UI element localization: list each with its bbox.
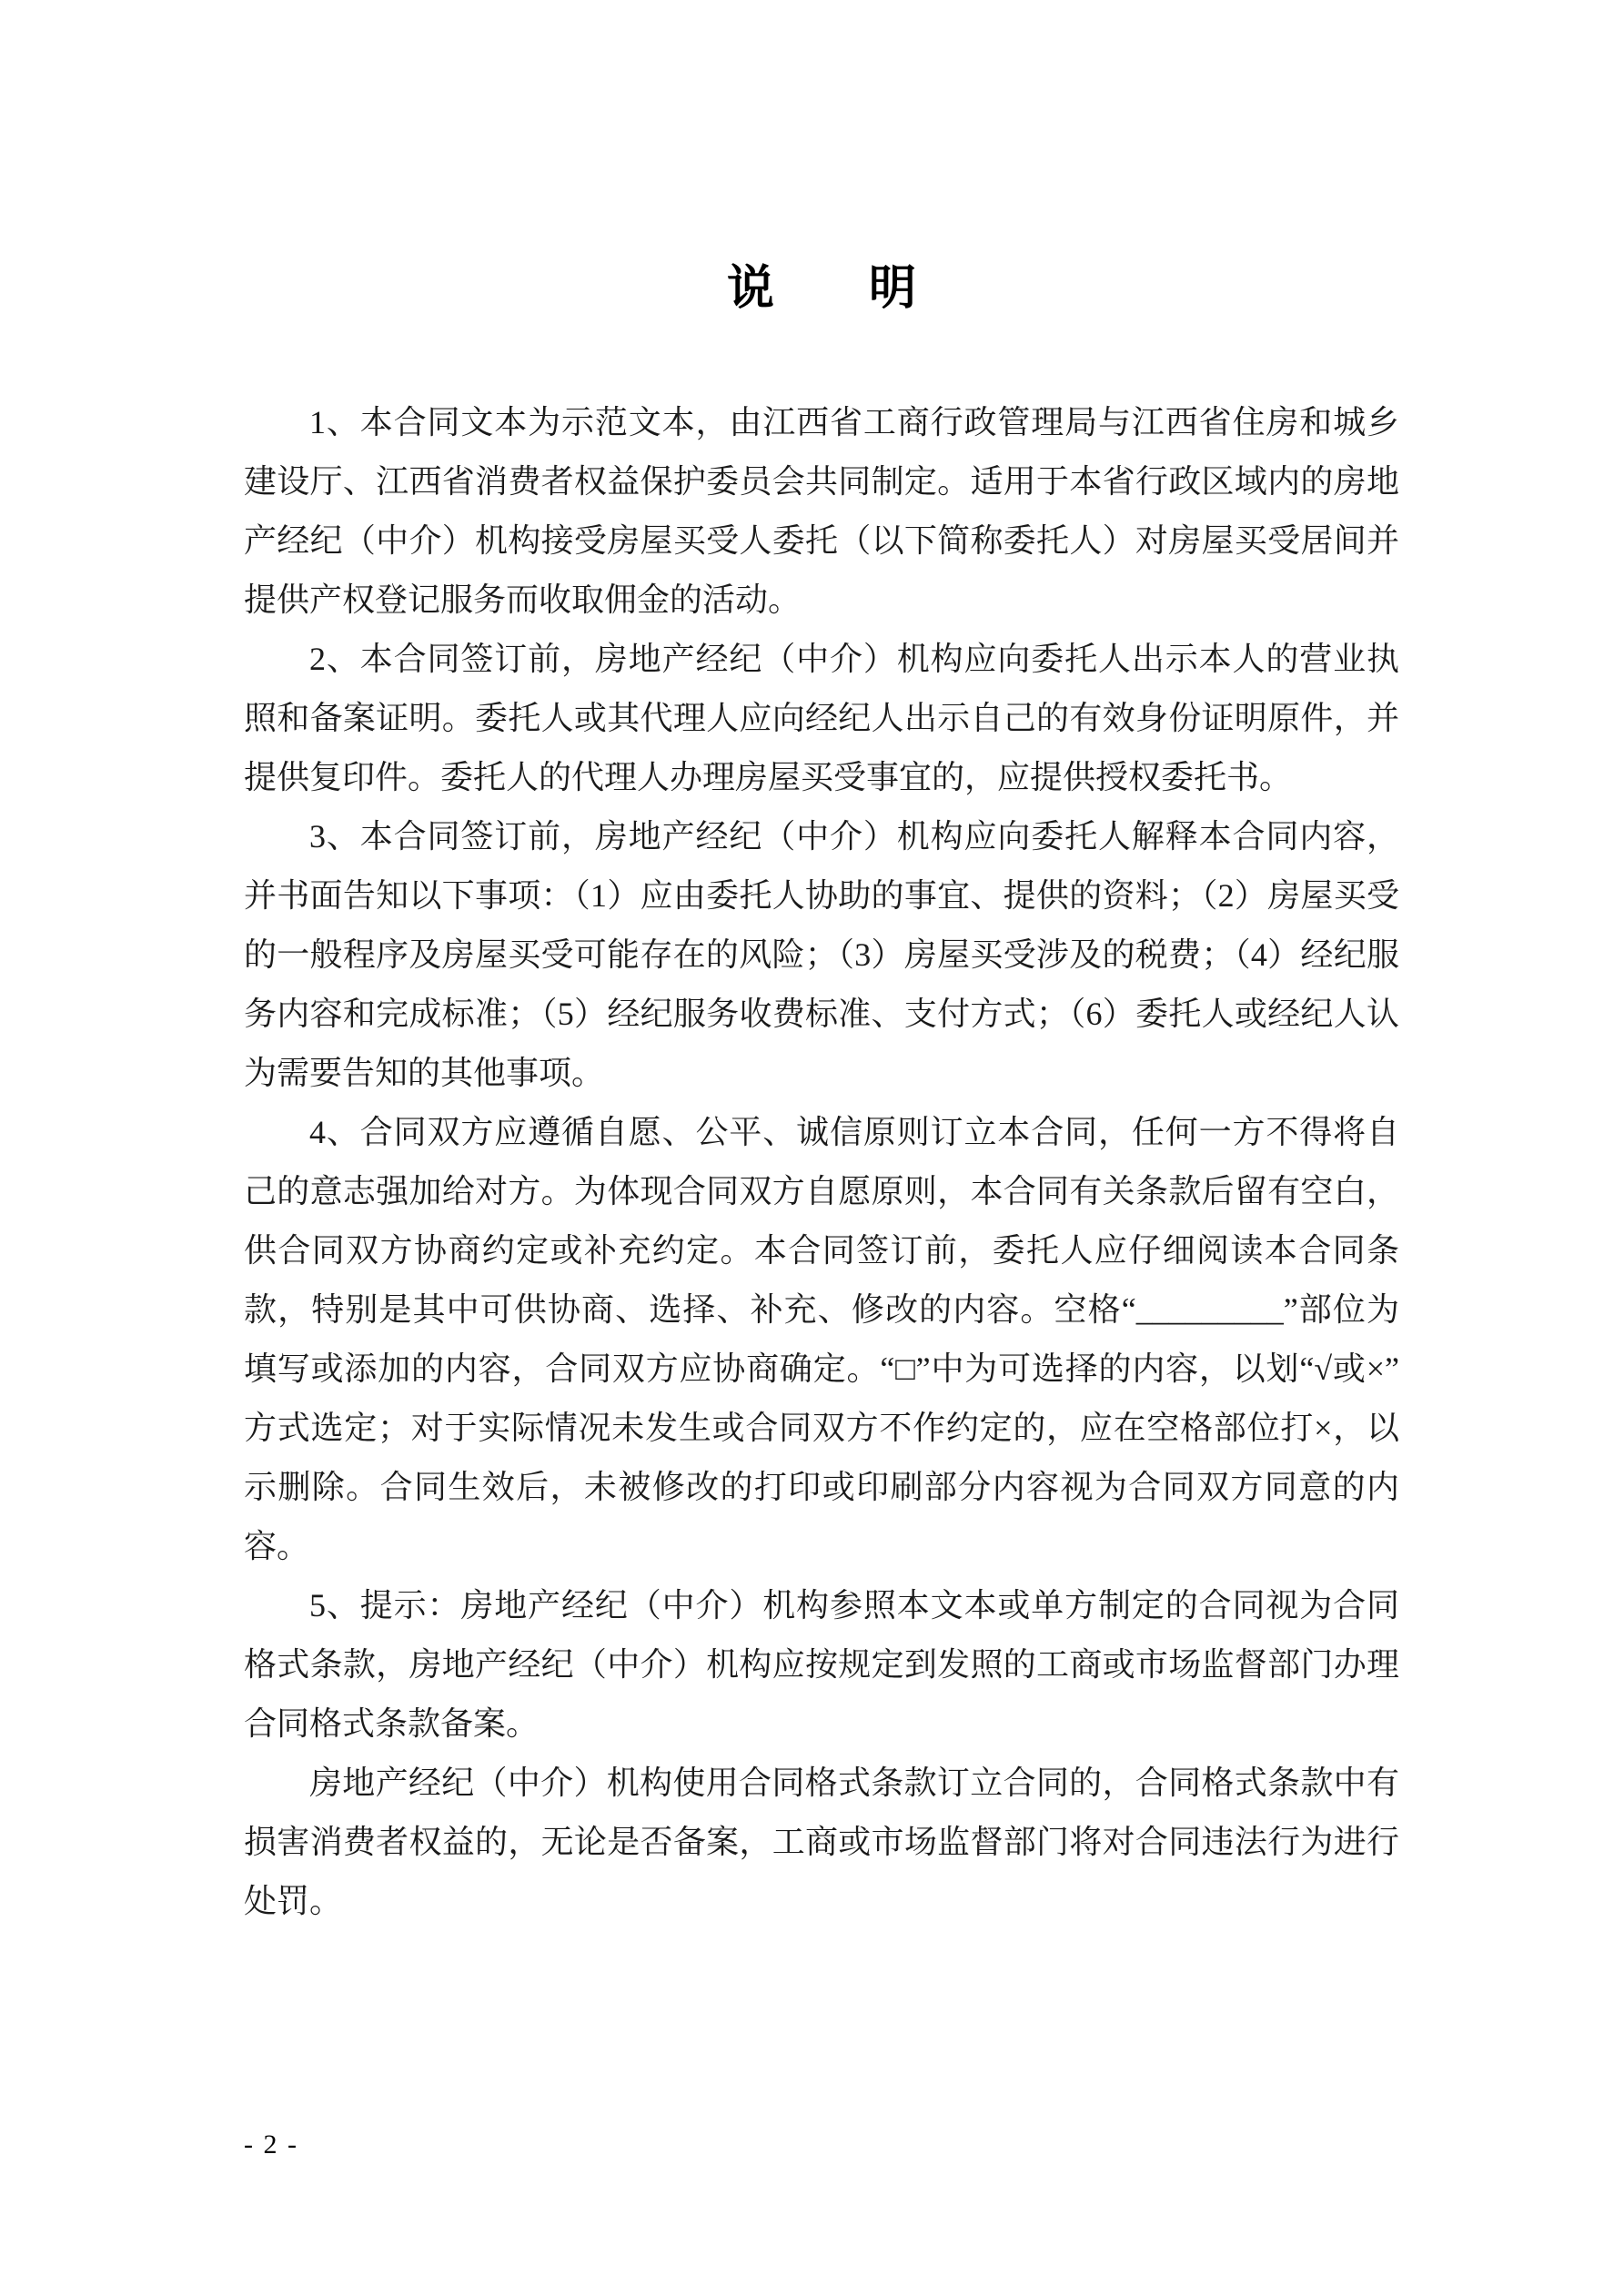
paragraph-5: 5、提示：房地产经纪（中介）机构参照本文本或单方制定的合同视为合同格式条款，房地产经纪（中介）机构应按规定到发照的工商或市场监督部门办理合同格式条款备案。 — [244, 1587, 1399, 1742]
paragraph-4: 4、合同双方应遵循自愿、公平、诚信原则订立本合同，任何一方不得将自己的意志强加给对方。为体现合同双方自愿原则，本合同有关条款后留有空白，供合同双方协商约定或补充约定。本合同签订前，委托人应仔细阅读本合同条款，特别是其中可供协商、选择、补充、修改的内容。空格“_________”部位为填写或添加的内容，合同双方应协商确定。“□”中为可选择的内容，以划“√或×”方式选定；对于实际情况未发生或合同双方不作约定的，应在空格部位打×，以示删除。合同生效后，未被修改的打印或印刷部分内容视为合同双方同意的内容。 — [244, 1114, 1399, 1564]
paragraph-3: 3、本合同签订前，房地产经纪（中介）机构应向委托人解释本合同内容，并书面告知以下事项：（1）应由委托人协助的事宜、提供的资料；（2）房屋买受的一般程序及房屋买受可能存在的风险；（3）房屋买受涉及的税费；（4）经纪服务内容和完成标准；（5）经纪服务收费标准、支付方式；（6）委托人或经纪人认为需要告知的其他事项。 — [244, 818, 1399, 1091]
page-number: - 2 - — [244, 2129, 298, 2159]
paragraph-2: 2、本合同签订前，房地产经纪（中介）机构应向委托人出示本人的营业执照和备案证明。委托人或其代理人应向经纪人出示自己的有效身份证明原件，并提供复印件。委托人的代理人办理房屋买受事宜的，应提供授权委托书。 — [244, 641, 1399, 795]
paragraph-6: 房地产经纪（中介）机构使用合同格式条款订立合同的，合同格式条款中有损害消费者权益的，无论是否备案，工商或市场监督部门将对合同违法行为进行处罚。 — [244, 1765, 1399, 1919]
document-body — [244, 393, 1399, 1931]
page-title: 说 明 — [726, 263, 916, 315]
paragraph-1: 1、本合同文本为示范文本，由江西省工商行政管理局与江西省住房和城乡建设厅、江西省消费者权益保护委员会共同制定。适用于本省行政区域内的房地产经纪（中介）机构接受房屋买受人委托（以下简称委托人）对房屋买受居间并提供产权登记服务而收取佣金的活动。 — [244, 404, 1399, 618]
